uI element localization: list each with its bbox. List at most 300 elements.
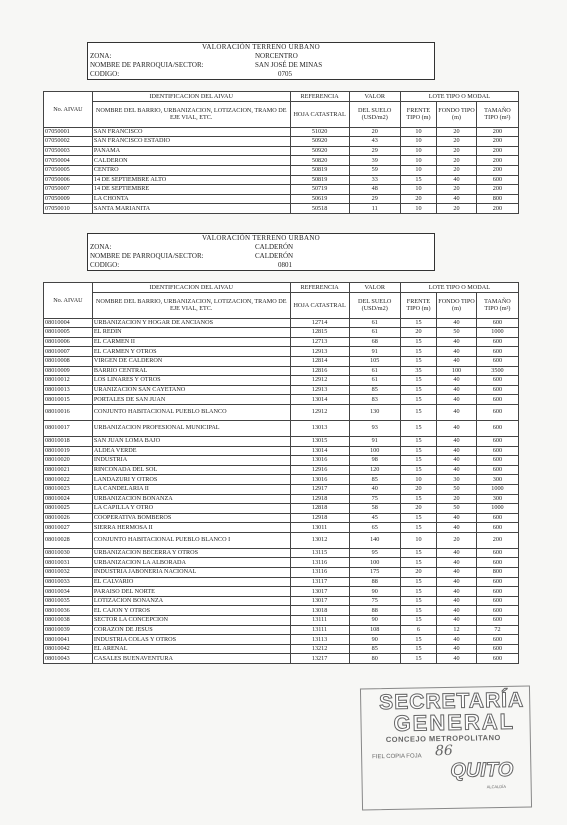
cell-nombre: SAN FRANCISCO ESTADIO — [92, 137, 290, 147]
cell-fondo: 20 — [437, 127, 477, 137]
section1-table-body — [44, 127, 519, 213]
col-tamano: TAMAÑO TIPO (m²) — [476, 292, 518, 318]
cell-no-aivau: 08010027 — [44, 523, 93, 533]
cell-fondo: 20 — [437, 156, 477, 166]
cell-nombre: PARAISO DEL NORTE — [92, 587, 290, 597]
cell-valor: 45 — [349, 513, 400, 523]
col-fondo: FONDO TIPO (m) — [437, 292, 477, 318]
cell-no-aivau: 07050001 — [44, 127, 93, 137]
cell-hoja: 13014 — [290, 446, 349, 456]
cell-fondo: 40 — [437, 376, 477, 386]
cell-nombre: SAN JUAN LOMA BAJO — [92, 436, 290, 446]
cell-valor: 68 — [349, 337, 400, 347]
cell-tamano: 200 — [476, 127, 518, 137]
table-row — [44, 356, 519, 366]
cell-tamano: 200 — [476, 146, 518, 156]
cell-no-aivau: 07050002 — [44, 137, 93, 147]
cell-fondo: 40 — [437, 194, 477, 204]
cell-fondo: 40 — [437, 456, 477, 466]
cell-frente: 10 — [400, 127, 436, 137]
cell-frente: 15 — [400, 513, 436, 523]
table-row — [44, 337, 519, 347]
cell-tamano: 1000 — [476, 484, 518, 494]
cell-hoja: 13117 — [290, 577, 349, 587]
cell-no-aivau: 08010024 — [44, 494, 93, 504]
cell-valor: 48 — [349, 185, 400, 195]
table-row — [44, 146, 519, 156]
cell-nombre: CASALES BUENAVENTURA — [92, 654, 290, 664]
cell-tamano: 300 — [476, 475, 518, 485]
cell-fondo: 40 — [437, 420, 477, 436]
cell-frente: 20 — [400, 328, 436, 338]
cell-tamano: 600 — [476, 644, 518, 654]
col-lote: LOTE TIPO O MODAL — [400, 283, 518, 293]
cell-frente: 15 — [400, 644, 436, 654]
cell-no-aivau: 08010022 — [44, 475, 93, 485]
cell-hoja: 50518 — [290, 204, 349, 214]
cell-hoja: 13011 — [290, 523, 349, 533]
cell-nombre: LANDAZURI Y OTROS — [92, 475, 290, 485]
cell-fondo: 40 — [437, 577, 477, 587]
cell-frente: 15 — [400, 420, 436, 436]
col-hoja: HOJA CATASTRAL — [290, 101, 349, 127]
cell-nombre: LA CANDELARIA II — [92, 484, 290, 494]
cell-nombre: PORTALES DE SAN JUAN — [92, 395, 290, 405]
cell-fondo: 40 — [437, 385, 477, 395]
cell-hoja: 50719 — [290, 185, 349, 195]
cell-tamano: 600 — [476, 347, 518, 357]
col-identificacion: IDENTIFICACION DEL AIVAU — [92, 92, 290, 102]
cell-valor: 175 — [349, 568, 400, 578]
col-frente: FRENTE TIPO (m) — [400, 101, 436, 127]
cell-hoja: 13016 — [290, 456, 349, 466]
cell-tamano: 600 — [476, 616, 518, 626]
cell-no-aivau: 08010016 — [44, 404, 93, 420]
cell-nombre: SANTA MARIANITA — [92, 204, 290, 214]
stamp-line1: SECRETARÍA — [378, 688, 525, 715]
cell-no-aivau: 08010021 — [44, 465, 93, 475]
cell-nombre: CONJUNTO HABITACIONAL PUEBLO BLANCO — [92, 404, 290, 420]
cell-tamano: 600 — [476, 577, 518, 587]
table-row — [44, 385, 519, 395]
section1-codigo-value: 0705 — [278, 70, 292, 78]
cell-tamano: 600 — [476, 654, 518, 664]
cell-hoja: 50819 — [290, 165, 349, 175]
cell-frente: 15 — [400, 606, 436, 616]
cell-no-aivau: 08010031 — [44, 558, 93, 568]
table-row — [44, 156, 519, 166]
cell-tamano: 200 — [476, 185, 518, 195]
cell-tamano: 600 — [476, 606, 518, 616]
table-row — [44, 577, 519, 587]
cell-fondo: 40 — [437, 654, 477, 664]
cell-frente: 20 — [400, 194, 436, 204]
cell-valor: 29 — [349, 146, 400, 156]
table-row — [44, 395, 519, 405]
cell-tamano: 300 — [476, 494, 518, 504]
cell-nombre: INDUSTRIA — [92, 456, 290, 466]
cell-valor: 100 — [349, 558, 400, 568]
cell-fondo: 40 — [437, 318, 477, 328]
cell-nombre: BARRIO CENTRAL — [92, 366, 290, 376]
cell-tamano: 72 — [476, 625, 518, 635]
cell-tamano: 200 — [476, 156, 518, 166]
section1-parroquia-label: NOMBRE DE PARROQUIA/SECTOR: — [90, 61, 204, 69]
cell-frente: 15 — [400, 616, 436, 626]
cell-no-aivau: 08010009 — [44, 366, 93, 376]
cell-nombre: URBANIZACION PROFESIONAL MUNICIPAL — [92, 420, 290, 436]
cell-valor: 90 — [349, 587, 400, 597]
cell-frente: 15 — [400, 395, 436, 405]
cell-tamano: 600 — [476, 436, 518, 446]
section1-table — [43, 91, 519, 214]
cell-frente: 10 — [400, 204, 436, 214]
cell-fondo: 40 — [437, 446, 477, 456]
cell-hoja: 51020 — [290, 127, 349, 137]
table-row — [44, 596, 519, 606]
cell-hoja: 50819 — [290, 175, 349, 185]
cell-no-aivau: 08010042 — [44, 644, 93, 654]
cell-hoja: 12918 — [290, 513, 349, 523]
cell-tamano: 600 — [476, 385, 518, 395]
cell-hoja: 13017 — [290, 596, 349, 606]
stamp-quito: QUITO — [450, 758, 514, 782]
section1-header — [87, 42, 435, 80]
cell-valor: 93 — [349, 420, 400, 436]
cell-frente: 15 — [400, 446, 436, 456]
cell-frente: 15 — [400, 635, 436, 645]
cell-valor: 108 — [349, 625, 400, 635]
cell-frente: 15 — [400, 523, 436, 533]
cell-frente: 20 — [400, 484, 436, 494]
cell-valor: 83 — [349, 395, 400, 405]
table-row — [44, 494, 519, 504]
cell-frente: 10 — [400, 137, 436, 147]
cell-nombre: COOPERATIVA BOMBEROS — [92, 513, 290, 523]
cell-hoja: 13217 — [290, 654, 349, 664]
table-row — [44, 436, 519, 446]
cell-nombre: EL CARMEN Y OTROS — [92, 347, 290, 357]
col-no-aivau: No. AIVAU — [44, 92, 93, 128]
cell-frente: 35 — [400, 366, 436, 376]
table-row — [44, 654, 519, 664]
cell-valor: 90 — [349, 635, 400, 645]
cell-fondo: 40 — [437, 404, 477, 420]
cell-tamano: 600 — [476, 548, 518, 558]
cell-fondo: 20 — [437, 146, 477, 156]
cell-fondo: 40 — [437, 465, 477, 475]
cell-hoja: 12912 — [290, 404, 349, 420]
cell-nombre: INDUSTRIA JABONERIA NACIONAL — [92, 568, 290, 578]
cell-no-aivau: 08010019 — [44, 446, 93, 456]
section2-title: VALORACIÓN TERRENO URBANO — [201, 234, 321, 242]
cell-hoja: 13016 — [290, 475, 349, 485]
col-nombre: NOMBRE DEL BARRIO, URBANIZACION, LOTIZACION, TRAMO DE EJE VIAL, ETC. — [92, 101, 290, 127]
stamp-alcaldia: ALCALDÍA — [486, 783, 507, 790]
secretaria-stamp — [360, 686, 532, 811]
cell-no-aivau: 08010012 — [44, 376, 93, 386]
cell-no-aivau: 08010038 — [44, 616, 93, 626]
cell-fondo: 40 — [437, 523, 477, 533]
cell-nombre: CONJUNTO HABITACIONAL PUEBLO BLANCO I — [92, 532, 290, 548]
cell-hoja: 13116 — [290, 558, 349, 568]
cell-fondo: 40 — [437, 395, 477, 405]
cell-hoja: 13212 — [290, 644, 349, 654]
section1-parroquia-value: SAN JOSÉ DE MINAS — [255, 61, 323, 69]
cell-valor: 11 — [349, 204, 400, 214]
cell-valor: 61 — [349, 318, 400, 328]
cell-frente: 20 — [400, 568, 436, 578]
table-row — [44, 185, 519, 195]
cell-hoja: 13017 — [290, 587, 349, 597]
cell-no-aivau: 07050005 — [44, 165, 93, 175]
cell-valor: 88 — [349, 577, 400, 587]
cell-tamano: 600 — [476, 587, 518, 597]
cell-nombre: LOS LINARES Y OTROS — [92, 376, 290, 386]
cell-hoja: 12714 — [290, 318, 349, 328]
cell-no-aivau: 08010036 — [44, 606, 93, 616]
cell-fondo: 40 — [437, 616, 477, 626]
table-row — [44, 523, 519, 533]
cell-no-aivau: 08010033 — [44, 577, 93, 587]
cell-tamano: 200 — [476, 204, 518, 214]
stamp-line2: GENERAL — [393, 708, 516, 736]
cell-no-aivau: 07050009 — [44, 194, 93, 204]
cell-no-aivau: 08010023 — [44, 484, 93, 494]
cell-nombre: SAN FRANCISCO — [92, 127, 290, 137]
cell-valor: 33 — [349, 175, 400, 185]
cell-no-aivau: 08010026 — [44, 513, 93, 523]
section2-table-body — [44, 318, 519, 663]
cell-hoja: 12918 — [290, 494, 349, 504]
cell-no-aivau: 08010041 — [44, 635, 93, 645]
cell-hoja: 12916 — [290, 465, 349, 475]
cell-valor: 65 — [349, 523, 400, 533]
cell-nombre: 14 DE SEPTIEMBRE — [92, 185, 290, 195]
cell-nombre: RINCONADA DEL SOL — [92, 465, 290, 475]
cell-nombre: LOTIZACION BONANZA — [92, 596, 290, 606]
cell-no-aivau: 07050007 — [44, 185, 93, 195]
col-del-suelo: DEL SUELO (USD/m2) — [349, 292, 400, 318]
table-row — [44, 328, 519, 338]
cell-frente: 15 — [400, 385, 436, 395]
cell-no-aivau: 08010007 — [44, 347, 93, 357]
cell-fondo: 30 — [437, 475, 477, 485]
cell-frente: 15 — [400, 587, 436, 597]
cell-nombre: LA CAPILLA Y OTRO — [92, 504, 290, 514]
cell-frente: 15 — [400, 404, 436, 420]
section2-codigo-label: CODIGO: — [90, 261, 120, 269]
col-identificacion: IDENTIFICACION DEL AIVAU — [92, 283, 290, 293]
cell-tamano: 600 — [476, 465, 518, 475]
table-row — [44, 456, 519, 466]
cell-no-aivau: 08010035 — [44, 596, 93, 606]
cell-fondo: 40 — [437, 175, 477, 185]
table-row — [44, 587, 519, 597]
cell-fondo: 20 — [437, 185, 477, 195]
cell-nombre: EL CAJON Y OTROS — [92, 606, 290, 616]
col-fondo: FONDO TIPO (m) — [437, 101, 477, 127]
cell-nombre: LA CHONTA — [92, 194, 290, 204]
cell-fondo: 40 — [437, 587, 477, 597]
cell-frente: 10 — [400, 146, 436, 156]
cell-frente: 15 — [400, 175, 436, 185]
cell-tamano: 600 — [476, 376, 518, 386]
stamp-fiel: FIEL COPIA FOJA — [372, 753, 422, 761]
cell-frente: 15 — [400, 376, 436, 386]
col-hoja: HOJA CATASTRAL — [290, 292, 349, 318]
cell-no-aivau: 08010005 — [44, 328, 93, 338]
cell-nombre: 14 DE SEPTIEMBRE ALTO — [92, 175, 290, 185]
cell-no-aivau: 08010025 — [44, 504, 93, 514]
table-row — [44, 606, 519, 616]
cell-hoja: 13111 — [290, 616, 349, 626]
table-row — [44, 347, 519, 357]
cell-valor: 20 — [349, 127, 400, 137]
cell-nombre: CALDERON — [92, 156, 290, 166]
cell-no-aivau: 08010015 — [44, 395, 93, 405]
cell-tamano: 600 — [476, 635, 518, 645]
cell-tamano: 600 — [476, 558, 518, 568]
cell-frente: 15 — [400, 465, 436, 475]
cell-nombre: EL REDIN — [92, 328, 290, 338]
table-row — [44, 165, 519, 175]
cell-frente: 15 — [400, 654, 436, 664]
cell-no-aivau: 07050010 — [44, 204, 93, 214]
cell-frente: 15 — [400, 347, 436, 357]
cell-tamano: 600 — [476, 356, 518, 366]
col-del-suelo: DEL SUELO (USD/m2) — [349, 101, 400, 127]
cell-valor: 98 — [349, 456, 400, 466]
cell-hoja: 13013 — [290, 420, 349, 436]
cell-no-aivau: 08010017 — [44, 420, 93, 436]
table-row — [44, 366, 519, 376]
cell-fondo: 20 — [437, 204, 477, 214]
cell-tamano: 600 — [476, 318, 518, 328]
table-row — [44, 204, 519, 214]
cell-tamano: 600 — [476, 513, 518, 523]
cell-hoja: 13018 — [290, 606, 349, 616]
cell-no-aivau: 08010034 — [44, 587, 93, 597]
col-frente: FRENTE TIPO (m) — [400, 292, 436, 318]
cell-no-aivau: 08010006 — [44, 337, 93, 347]
cell-tamano: 600 — [476, 175, 518, 185]
cell-valor: 88 — [349, 606, 400, 616]
cell-frente: 15 — [400, 356, 436, 366]
cell-valor: 80 — [349, 654, 400, 664]
cell-fondo: 40 — [437, 558, 477, 568]
cell-tamano: 600 — [476, 456, 518, 466]
cell-tamano: 200 — [476, 137, 518, 147]
table-row — [44, 446, 519, 456]
table-row — [44, 568, 519, 578]
cell-no-aivau: 07050004 — [44, 156, 93, 166]
cell-tamano: 600 — [476, 523, 518, 533]
table-row — [44, 513, 519, 523]
cell-frente: 10 — [400, 156, 436, 166]
table-row — [44, 558, 519, 568]
cell-valor: 105 — [349, 356, 400, 366]
cell-valor: 61 — [349, 366, 400, 376]
cell-frente: 10 — [400, 185, 436, 195]
table-row — [44, 376, 519, 386]
cell-valor: 85 — [349, 385, 400, 395]
section2-parroquia-label: NOMBRE DE PARROQUIA/SECTOR: — [90, 252, 204, 260]
cell-hoja: 13115 — [290, 548, 349, 558]
table-row — [44, 318, 519, 328]
cell-fondo: 40 — [437, 606, 477, 616]
cell-valor: 91 — [349, 436, 400, 446]
cell-frente: 10 — [400, 475, 436, 485]
cell-hoja: 13111 — [290, 625, 349, 635]
cell-frente: 6 — [400, 625, 436, 635]
cell-frente: 15 — [400, 577, 436, 587]
cell-hoja: 50920 — [290, 137, 349, 147]
cell-valor: 61 — [349, 376, 400, 386]
cell-no-aivau: 08010030 — [44, 548, 93, 558]
col-valor: VALOR — [349, 283, 400, 293]
cell-no-aivau: 08010039 — [44, 625, 93, 635]
cell-fondo: 20 — [437, 137, 477, 147]
table-row — [44, 404, 519, 420]
cell-tamano: 600 — [476, 596, 518, 606]
cell-valor: 130 — [349, 404, 400, 420]
cell-hoja: 50619 — [290, 194, 349, 204]
stamp-foja: 86 — [434, 742, 454, 760]
cell-tamano: 1000 — [476, 328, 518, 338]
cell-valor: 95 — [349, 548, 400, 558]
table-row — [44, 465, 519, 475]
cell-hoja: 50820 — [290, 156, 349, 166]
cell-tamano: 600 — [476, 404, 518, 420]
cell-frente: 10 — [400, 532, 436, 548]
col-no-aivau: No. AIVAU — [44, 283, 93, 319]
table-row — [44, 548, 519, 558]
cell-hoja: 13012 — [290, 532, 349, 548]
cell-no-aivau: 07050003 — [44, 146, 93, 156]
cell-fondo: 50 — [437, 504, 477, 514]
cell-frente: 15 — [400, 558, 436, 568]
cell-hoja: 13014 — [290, 395, 349, 405]
table-row — [44, 616, 519, 626]
cell-valor: 29 — [349, 194, 400, 204]
cell-fondo: 40 — [437, 596, 477, 606]
cell-hoja: 13015 — [290, 436, 349, 446]
cell-nombre: PANAMA — [92, 146, 290, 156]
cell-tamano: 200 — [476, 532, 518, 548]
cell-valor: 43 — [349, 137, 400, 147]
cell-tamano: 600 — [476, 395, 518, 405]
cell-fondo: 40 — [437, 644, 477, 654]
cell-fondo: 12 — [437, 625, 477, 635]
cell-nombre: URBANIZACION BECERRA Y OTROS — [92, 548, 290, 558]
cell-valor: 85 — [349, 644, 400, 654]
cell-nombre: URANIZACION SAN CAYETANO — [92, 385, 290, 395]
table-row — [44, 484, 519, 494]
cell-fondo: 40 — [437, 337, 477, 347]
stamp-line3: CONCEJO METROPOLITANO — [385, 733, 501, 745]
cell-tamano: 800 — [476, 194, 518, 204]
col-referencia: REFERENCIA — [290, 283, 349, 293]
table-row — [44, 644, 519, 654]
cell-fondo: 100 — [437, 366, 477, 376]
cell-nombre: SECTOR LA CONCEPCION — [92, 616, 290, 626]
cell-frente: 15 — [400, 436, 436, 446]
cell-frente: 20 — [400, 504, 436, 514]
cell-fondo: 40 — [437, 356, 477, 366]
cell-valor: 75 — [349, 596, 400, 606]
cell-fondo: 20 — [437, 165, 477, 175]
